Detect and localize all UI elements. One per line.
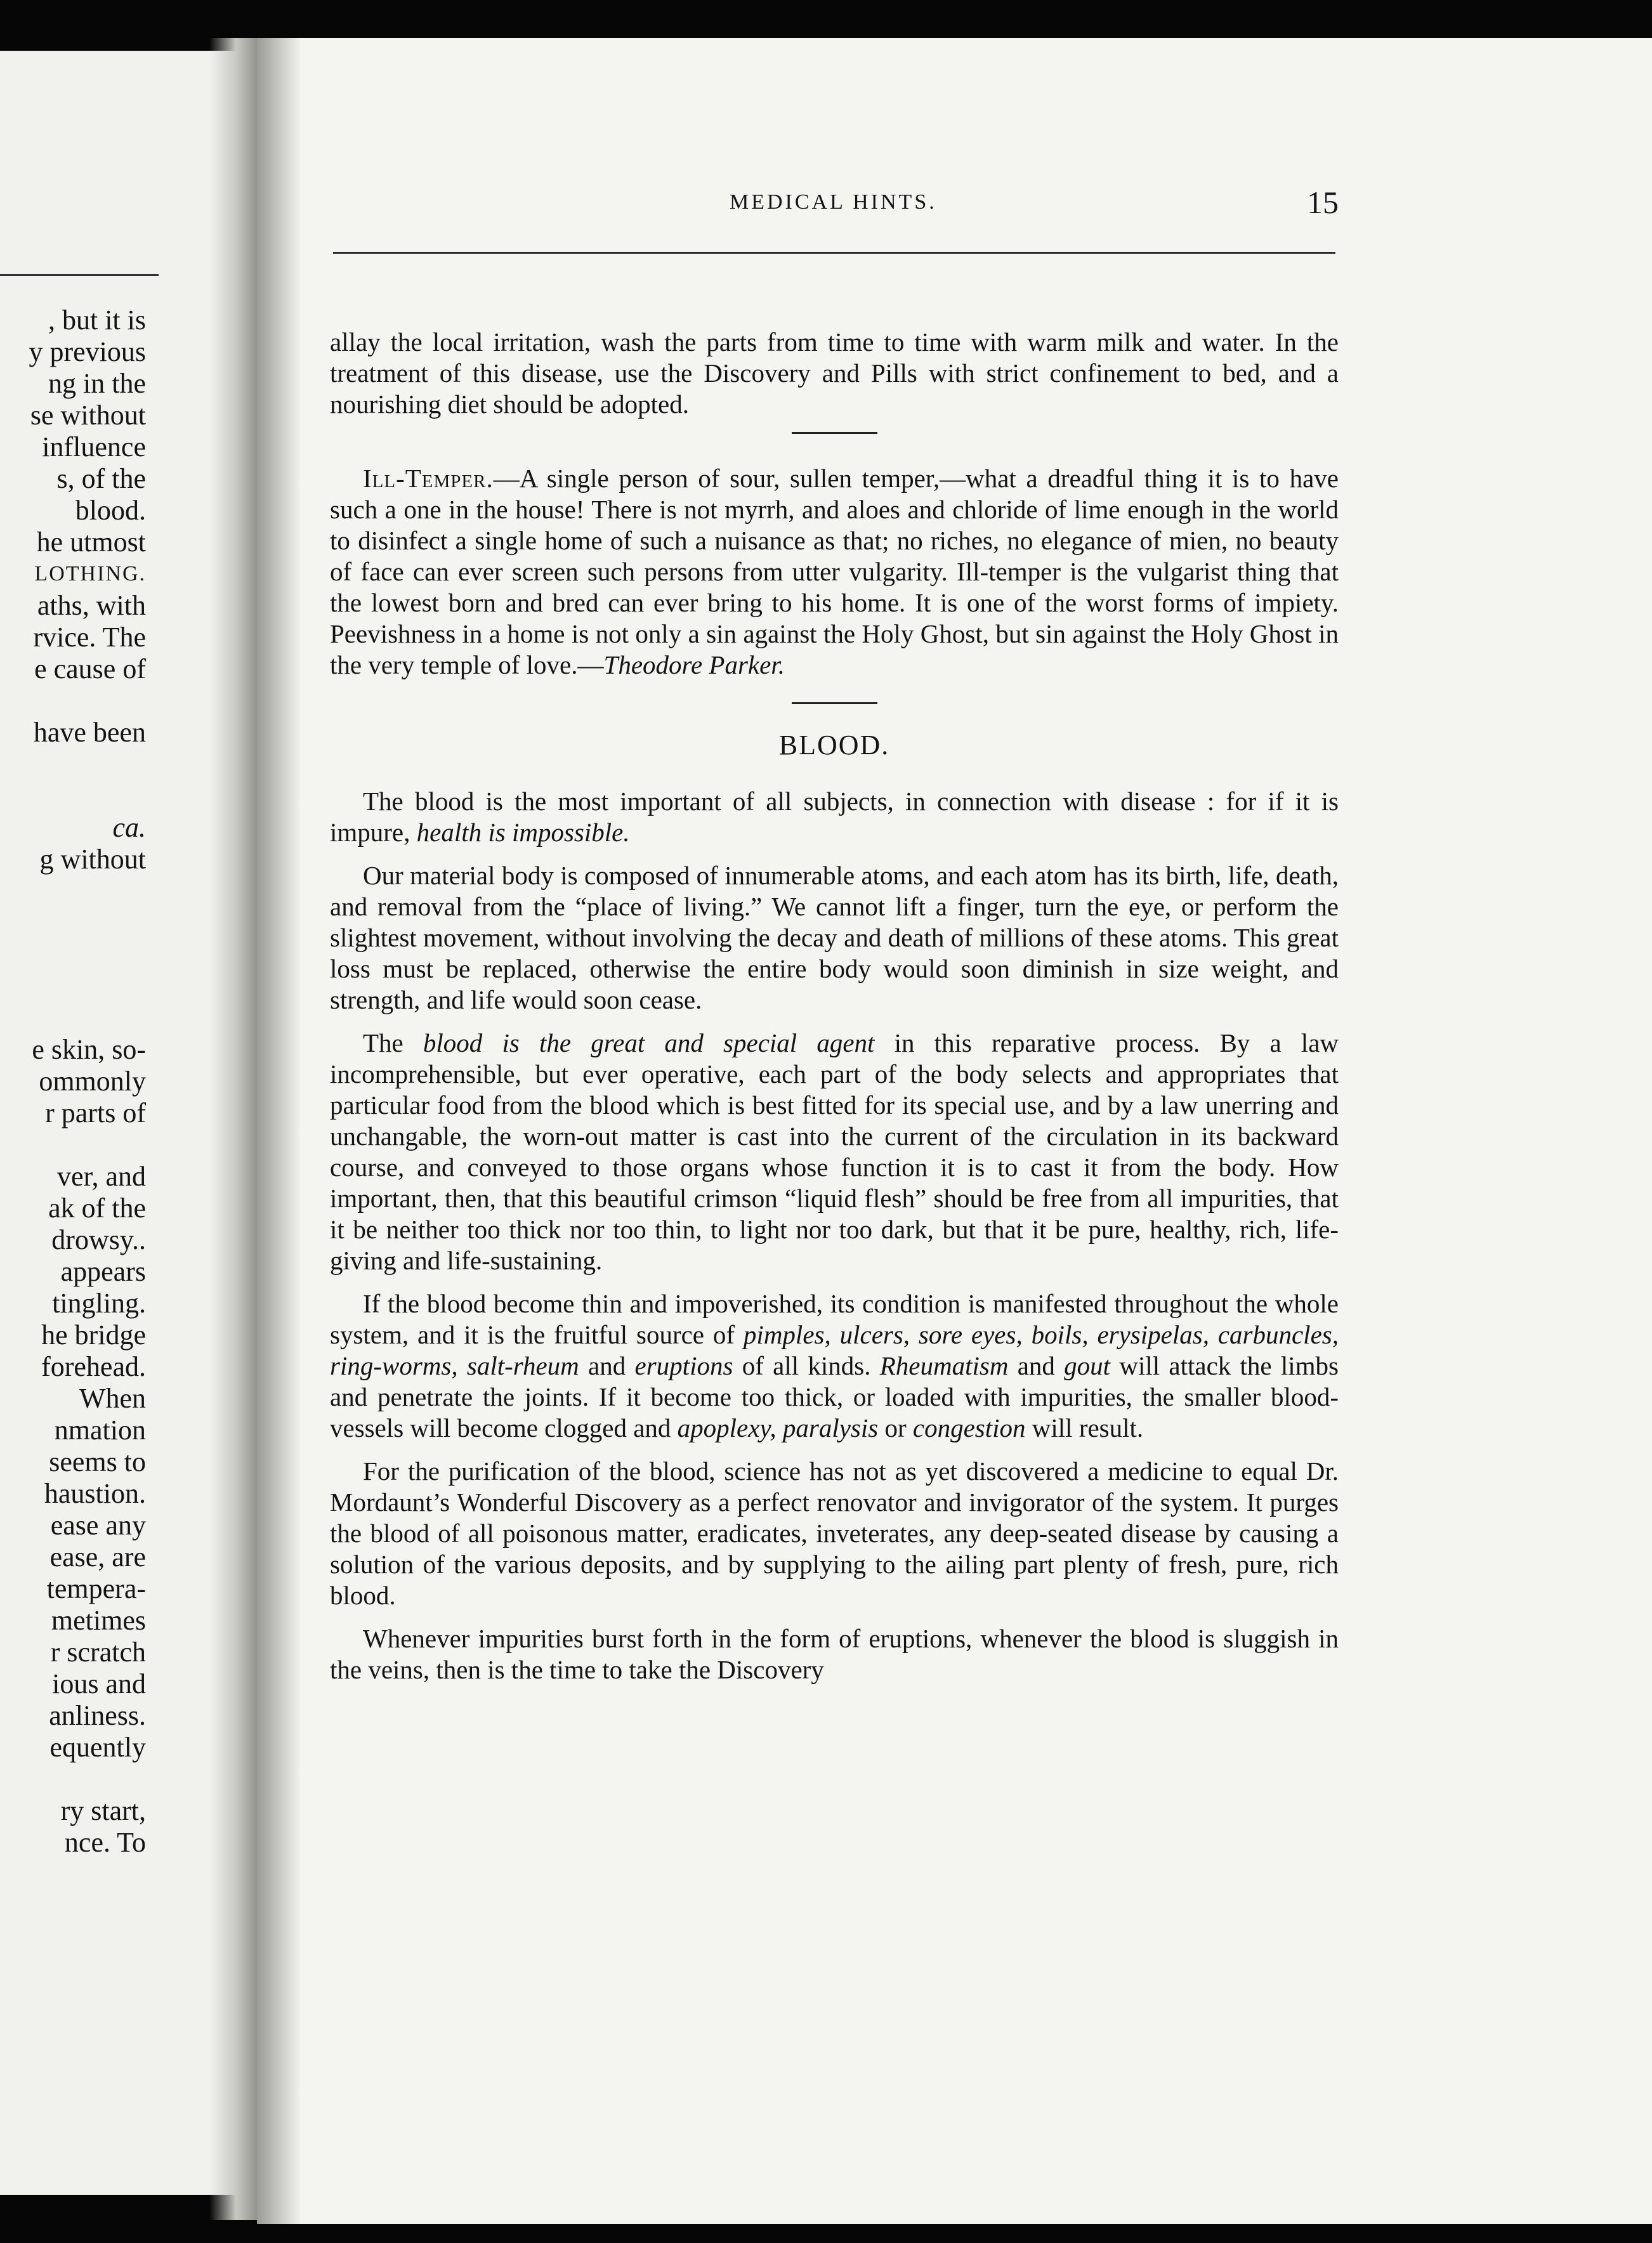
text-span: and [579, 1351, 635, 1380]
left-page-line: e cause of [34, 653, 146, 684]
text-span: of all kinds. [733, 1351, 880, 1380]
left-page-line: e skin, so- [32, 1034, 146, 1065]
paragraph-blood-3 [330, 1028, 1339, 1276]
left-page-line: forehead. [41, 1351, 146, 1382]
left-page-line: ver, and [57, 1161, 146, 1192]
left-page-line: ease, are [49, 1541, 146, 1573]
page-number: 15 [1307, 185, 1339, 220]
left-page-line: seems to [49, 1446, 146, 1477]
paragraph-blood-4 [330, 1288, 1339, 1444]
paragraph-blood-2: Our material body is composed of innumerable atoms, and each atom has its birth, life, death, and removal from the “place of living.” We cannot lift a finger, turn the eye, or perform the slightest movement, without involving the decay and death of millions of these atoms. This great loss must be replaced, otherwise the entire body would soon diminish in size weight, and strength, and life would soon cease. [330, 861, 1339, 1014]
left-page-line: anliness. [49, 1700, 146, 1731]
left-page-rule [0, 274, 159, 276]
italic-span: health is impossible. [416, 818, 630, 847]
left-page-line: LOTHING. [34, 562, 146, 585]
text-span: will result. [1025, 1413, 1144, 1442]
paragraph-intro: allay the local irritation, wash the parts from time to time with warm milk and water. In the treatment of this disease, use the Discovery and Pills with strict confinement to bed, and a nourishing diet should be adopted. [330, 327, 1339, 419]
italic-span: Rheumatism [879, 1351, 1009, 1380]
page-body [330, 327, 1339, 1697]
italic-span: gout [1064, 1351, 1111, 1380]
text-span: The [363, 1028, 423, 1057]
left-page-line: drowsy.. [51, 1224, 146, 1255]
paragraph-blood-1 [330, 786, 1339, 848]
left-page-line: ry start, [60, 1795, 146, 1826]
left-page-line: he utmost [36, 526, 146, 558]
left-page-line: se without [30, 400, 146, 431]
left-page-line: r scratch [50, 1637, 146, 1668]
section-separator [792, 432, 877, 434]
header-rule [333, 252, 1335, 254]
italic-span: congestion [912, 1413, 1026, 1442]
ill-temper-body: —A single person of sour, sullen temper,—what a dreadful thing it is to have such a one in the house! There is not myrrh, and aloes and chloride of lime enough in the world to disinfect a single home of such a nuisance as that; no riches, no elegance of mien, no beauty of face can ever screen such persons from utter vulgarity. Ill-temper is the vulgarist thing that the lowest born and bred can ever bring to his home. It is one of the worst forms of impiety. Peevishness in a home is not only a sin against the Holy Ghost, but sin against the Holy Ghost in the very temple of love.— [330, 464, 1339, 679]
left-page-line: ng in the [48, 368, 146, 399]
text-span: in this reparative process. By a law incomprehensible, but ever operative, each part of the body selects and appropriates that particular food from the blood which is best fitted for its special use, and by a law unerring and unchangable, the worn-out matter is cast into the current of the circulation in its backward course, and conveyed to those organs whose function it is to cast it from the body. How important, then, that this beautiful crimson “liquid flesh” should be free from all impurities, that it be neither too thick nor too thin, to light nor too dark, but that it be pure, healthy, rich, life-giving and life-sustaining. [330, 1028, 1339, 1275]
italic-span: eruptions [634, 1351, 733, 1380]
left-page-line: he bridge [41, 1319, 146, 1350]
ill-temper-author: Theodore Parker. [603, 650, 785, 679]
left-page-line: influence [42, 431, 146, 462]
left-page-line: , but it is [48, 304, 146, 336]
left-page-line: tingling. [52, 1288, 146, 1319]
section-heading-blood: BLOOD. [778, 729, 890, 761]
left-page-line: aths, with [37, 590, 146, 621]
left-page-line: haustion. [44, 1478, 146, 1509]
text-span: will attack the limbs and penetrate the joints. If it become too thick, or loaded with impurities, the smaller blood-vessels will become clogged and [330, 1351, 1339, 1442]
left-page-line: ease any [50, 1510, 146, 1541]
left-page-line: When [79, 1383, 146, 1414]
left-page-line: y previous [29, 336, 146, 367]
left-page-line: r parts of [45, 1097, 146, 1128]
ill-temper-heading: Ill-Temper. [363, 464, 494, 493]
text-span: and [1008, 1351, 1065, 1380]
italic-span: apoplexy, paralysis [677, 1413, 879, 1442]
section-separator [792, 702, 877, 704]
left-page-line: nce. To [64, 1827, 146, 1858]
text-span: If the blood become thin and impoverished, its condition is manifested throughout the whole system, and it is the fruitful source of [330, 1289, 1339, 1349]
italic-span: pimples, ulcers, sore eyes, boils, erysipelas, carbuncles, ring-worms, salt-rheum [330, 1320, 1339, 1380]
paragraph-ill-temper [330, 463, 1339, 681]
left-page-line: tempera- [46, 1573, 146, 1604]
paragraph-blood-5: For the purification of the blood, science has not as yet discovered a medicine to equal Dr. Mordaunt’s Wonderful Discovery as a perfect renovator and invigorator of the system. It purges the blood of all poisonous matter, eradicates, inveterates, any deep-seated disease by causing a solution of the various deposits, and by supplying to the ailing part plenty of fresh, pure, rich blood. [330, 1456, 1339, 1610]
text-span: The blood is the most important of all subjects, in connection with disease : for if it is impure, [330, 787, 1339, 847]
left-page-line: appears [60, 1256, 146, 1287]
left-page-line: ca. [112, 812, 146, 843]
left-page-line: rvice. The [33, 622, 146, 653]
left-page-line: s, of the [56, 463, 146, 494]
left-page-line: blood. [75, 495, 146, 526]
left-page-line: equently [49, 1732, 146, 1763]
left-page-line: ommonly [39, 1066, 146, 1097]
left-page-line: g without [39, 844, 146, 875]
left-page-line: have been [33, 717, 146, 748]
running-header: MEDICAL HINTS. [730, 190, 937, 214]
left-page-line: ious and [52, 1668, 146, 1699]
italic-span: blood is the great and special agent [423, 1028, 875, 1057]
left-page-line: ak of the [48, 1193, 146, 1224]
paragraph-blood-6: Whenever impurities burst forth in the form of eruptions, whenever the blood is sluggish in the veins, then is the time to take the Discovery [330, 1624, 1339, 1684]
text-span: or [878, 1413, 913, 1442]
left-page-line: nmation [54, 1415, 146, 1446]
left-page-line: metimes [51, 1605, 146, 1636]
